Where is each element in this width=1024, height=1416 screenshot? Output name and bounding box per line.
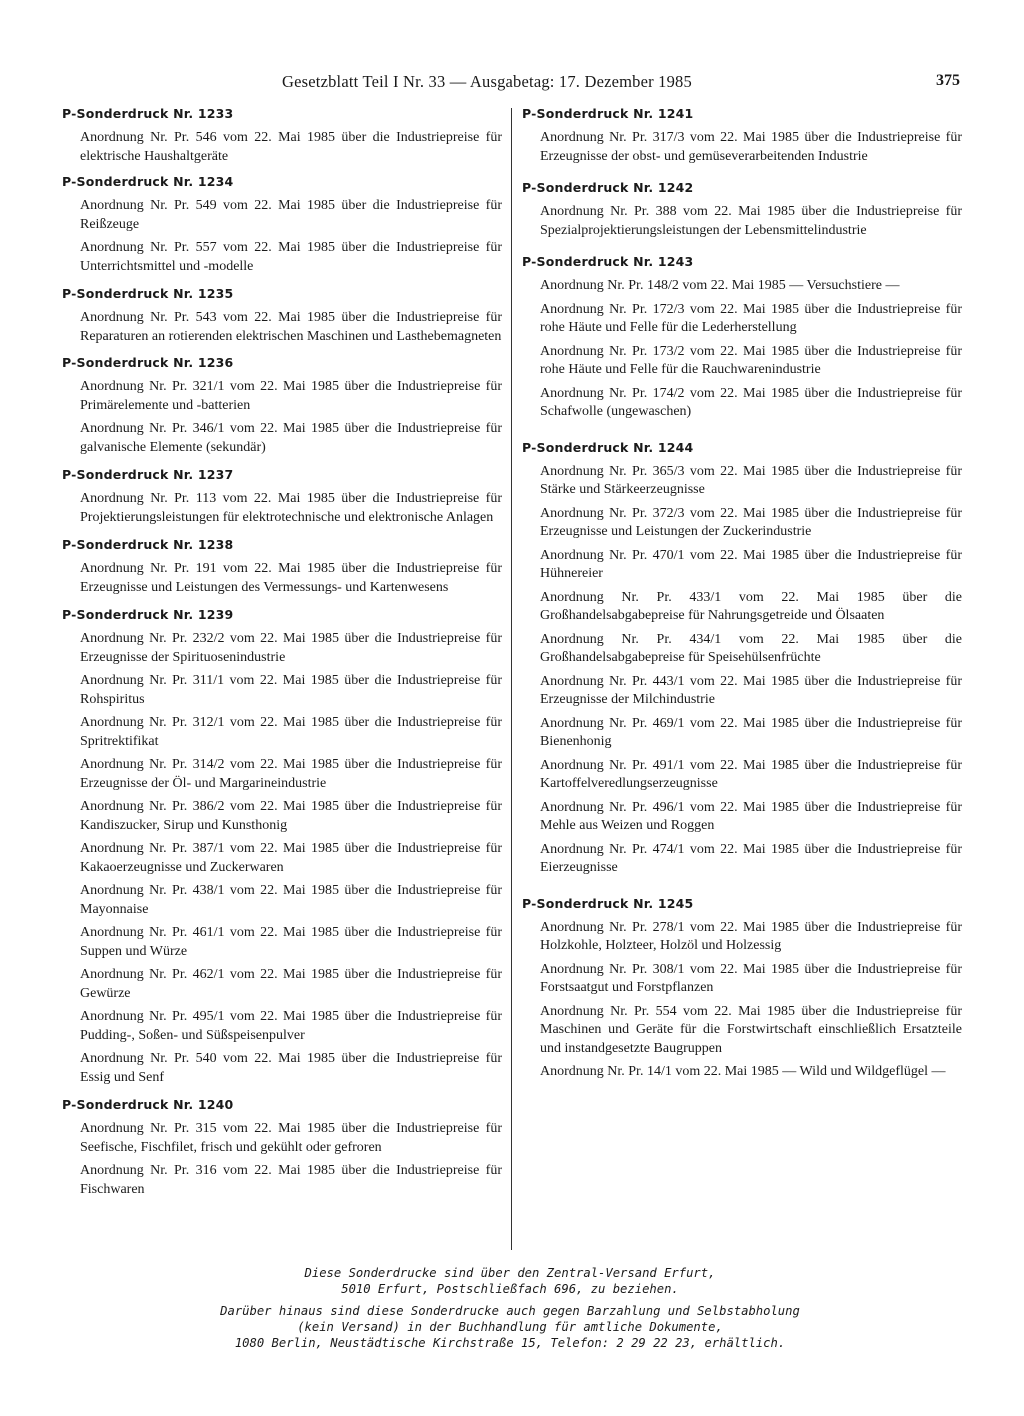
anordnung-entry: Anordnung Nr. Pr. 388 vom 22. Mai 1985 über die Industriepreise für Spezialprojektierungsleistungen der Lebensmittelindustrie [540,204,962,238]
anordnung-entry: Anordnung Nr. Pr. 315 vom 22. Mai 1985 über die Industriepreise für Seefische, Fischfilet, frisch und gekühlt oder gefroren [80,1121,502,1155]
sonderdruck-section [62,286,502,346]
anordnung-entry: Anordnung Nr. Pr. 113 vom 22. Mai 1985 über die Industriepreise für Projektierungsleistungen für elektrotechnische und elektronische Anlagen [80,491,502,525]
section-title: P-Sonderdruck Nr. 1243 [522,254,694,269]
section-title: P-Sonderdruck Nr. 1233 [62,106,234,121]
anordnung-entry: Anordnung Nr. Pr. 372/3 vom 22. Mai 1985 über die Industriepreise für Erzeugnisse und Leistungen der Zuckerindustrie [540,505,962,539]
section-title: P-Sonderdruck Nr. 1237 [62,467,234,482]
anordnung-entry: Anordnung Nr. Pr. 314/2 vom 22. Mai 1985 über die Industriepreise für Erzeugnisse der Öl- und Margarineindustrie [80,757,502,791]
anordnung-entry: Anordnung Nr. Pr. 469/1 vom 22. Mai 1985 über die Industriepreise für Bienenhonig [540,715,962,749]
sonderdruck-section [522,896,962,1082]
anordnung-entry: Anordnung Nr. Pr. 365/3 vom 22. Mai 1985 über die Industriepreise für Stärke und Stärkeerzeugnisse [540,463,962,497]
anordnung-entry: Anordnung Nr. Pr. 14/1 vom 22. Mai 1985 — Wild und Wildgeflügel — [540,1064,946,1079]
section-title: P-Sonderdruck Nr. 1241 [522,106,694,121]
anordnung-entry: Anordnung Nr. Pr. 434/1 vom 22. Mai 1985 über die Großhandelsabgabepreise für Speisehülsenfrüchte [540,631,962,665]
section-title: P-Sonderdruck Nr. 1240 [62,1097,234,1112]
anordnung-entry: Anordnung Nr. Pr. 173/2 vom 22. Mai 1985 über die Industriepreise für rohe Häute und Felle für die Rauchwarenindustrie [540,343,962,377]
anordnung-entry: Anordnung Nr. Pr. 549 vom 22. Mai 1985 über die Industriepreise für Reißzeuge [80,198,502,232]
anordnung-entry: Anordnung Nr. Pr. 174/2 vom 22. Mai 1985 über die Industriepreise für Schafwolle (ungewaschen) [540,385,962,419]
anordnung-entry: Anordnung Nr. Pr. 386/2 vom 22. Mai 1985 über die Industriepreise für Kandiszucker, Sirup und Kunsthonig [80,799,502,833]
anordnung-entry: Anordnung Nr. Pr. 346/1 vom 22. Mai 1985 über die Industriepreise für galvanische Elemente (sekundär) [80,421,502,455]
sonderdruck-section [62,355,502,457]
anordnung-entry: Anordnung Nr. Pr. 557 vom 22. Mai 1985 über die Industriepreise für Unterrichtsmittel und -modelle [80,240,502,274]
sonderdruck-section [522,180,962,240]
anordnung-entry: Anordnung Nr. Pr. 540 vom 22. Mai 1985 über die Industriepreise für Essig und Senf [80,1051,502,1085]
column-divider [511,108,512,1250]
section-title: P-Sonderdruck Nr. 1245 [522,895,694,911]
footer-line: (kein Versand) in der Buchhandlung für amtliche Dokumente, [297,1320,723,1334]
sonderdruck-section [62,174,502,276]
footer-line: Darüber hinaus sind diese Sonderdrucke auch gegen Barzahlung und Selbstabholung [220,1304,800,1318]
anordnung-entry: Anordnung Nr. Pr. 438/1 vom 22. Mai 1985 über die Industriepreise für Mayonnaise [80,883,502,917]
section-title: P-Sonderdruck Nr. 1236 [62,355,234,370]
footer-line: Diese Sonderdrucke sind über den Zentral-Versand Erfurt, [304,1266,716,1280]
sonderdruck-section [62,607,502,1087]
section-title: P-Sonderdruck Nr. 1239 [62,607,234,622]
anordnung-entry: Anordnung Nr. Pr. 191 vom 22. Mai 1985 über die Industriepreise für Erzeugnisse und Leistungen des Vermessungs- und Kartenwesens [80,561,502,595]
anordnung-entry: Anordnung Nr. Pr. 461/1 vom 22. Mai 1985 über die Industriepreise für Suppen und Würze [80,925,502,959]
anordnung-entry: Anordnung Nr. Pr. 321/1 vom 22. Mai 1985 über die Industriepreise für Primärelemente und -batterien [80,379,502,413]
header-title: Gesetzblatt Teil I Nr. 33 — Ausgabetag: 17. Dezember 1985 [282,72,692,91]
anordnung-entry: Anordnung Nr. Pr. 495/1 vom 22. Mai 1985 über die Industriepreise für Pudding-, Soßen- und Süßspeisenpulver [80,1009,502,1043]
anordnung-entry: Anordnung Nr. Pr. 311/1 vom 22. Mai 1985 über die Industriepreise für Rohspiritus [80,673,502,707]
left-column [62,106,502,1204]
anordnung-entry: Anordnung Nr. Pr. 496/1 vom 22. Mai 1985 über die Industriepreise für Mehle aus Weizen und Roggen [540,799,962,833]
anordnung-entry: Anordnung Nr. Pr. 312/1 vom 22. Mai 1985 über die Industriepreise für Spritrektifikat [80,715,502,749]
sonderdruck-section [522,254,962,422]
anordnung-entry: Anordnung Nr. Pr. 433/1 vom 22. Mai 1985 über die Großhandelsabgabepreise für Nahrungsgetreide und Ölsaaten [540,589,962,623]
sonderdruck-section [62,467,502,527]
anordnung-entry: Anordnung Nr. Pr. 308/1 vom 22. Mai 1985 über die Industriepreise für Forstsaatgut und Forstpflanzen [540,961,962,995]
section-title: P-Sonderdruck Nr. 1235 [62,286,234,301]
anordnung-entry: Anordnung Nr. Pr. 172/3 vom 22. Mai 1985 über die Industriepreise für rohe Häute und Felle für die Lederherstellung [540,301,962,335]
anordnung-entry: Anordnung Nr. Pr. 491/1 vom 22. Mai 1985 über die Industriepreise für Kartoffelveredlungserzeugnisse [540,757,962,791]
section-title: P-Sonderdruck Nr. 1234 [62,174,234,189]
right-column [522,106,962,1087]
sonderdruck-section [522,106,962,166]
anordnung-entry: Anordnung Nr. Pr. 316 vom 22. Mai 1985 über die Industriepreise für Fischwaren [80,1163,502,1197]
sonderdruck-section [522,440,962,878]
anordnung-entry: Anordnung Nr. Pr. 546 vom 22. Mai 1985 über die Industriepreise für elektrische Haushaltgeräte [80,130,502,164]
anordnung-entry: Anordnung Nr. Pr. 470/1 vom 22. Mai 1985 über die Industriepreise für Hühnereier [540,547,962,581]
footer-line: 5010 Erfurt, Postschließfach 696, zu beziehen. [341,1282,679,1296]
section-title: P-Sonderdruck Nr. 1244 [522,439,694,455]
anordnung-entry: Anordnung Nr. Pr. 474/1 vom 22. Mai 1985 über die Industriepreise für Eierzeugnisse [540,841,962,875]
page-number: 375 [936,72,960,89]
anordnung-entry: Anordnung Nr. Pr. 317/3 vom 22. Mai 1985 über die Industriepreise für Erzeugnisse der obst- und gemüseverarbeitenden Industrie [540,130,962,164]
sonderdruck-section [62,537,502,597]
section-title: P-Sonderdruck Nr. 1238 [62,537,234,552]
sonderdruck-section [62,106,502,166]
anordnung-entry: Anordnung Nr. Pr. 543 vom 22. Mai 1985 über die Industriepreise für Reparaturen an rotierenden elektrischen Maschinen und Lasthebemagneten [80,310,502,344]
anordnung-entry: Anordnung Nr. Pr. 387/1 vom 22. Mai 1985 über die Industriepreise für Kakaoerzeugnisse und Zuckerwaren [80,841,502,875]
anordnung-entry: Anordnung Nr. Pr. 462/1 vom 22. Mai 1985 über die Industriepreise für Gewürze [80,967,502,1001]
section-title: P-Sonderdruck Nr. 1242 [522,180,694,195]
footer-notice [150,1265,870,1351]
page-header [60,70,960,98]
anordnung-entry: Anordnung Nr. Pr. 278/1 vom 22. Mai 1985 über die Industriepreise für Holzkohle, Holzteer, Holzöl und Holzessig [540,919,962,953]
anordnung-entry: Anordnung Nr. Pr. 148/2 vom 22. Mai 1985 — Versuchstiere — [540,278,900,293]
sonderdruck-section [62,1097,502,1199]
anordnung-entry: Anordnung Nr. Pr. 554 vom 22. Mai 1985 über die Industriepreise für Maschinen und Geräte für die Forstwirtschaft einschließlich Ersatzteile und instandgesetzte Baugruppen [540,1003,962,1056]
anordnung-entry: Anordnung Nr. Pr. 443/1 vom 22. Mai 1985 über die Industriepreise für Erzeugnisse der Milchindustrie [540,673,962,707]
footer-line: 1080 Berlin, Neustädtische Kirchstraße 15, Telefon: 2 29 22 23, erhältlich. [234,1336,786,1350]
anordnung-entry: Anordnung Nr. Pr. 232/2 vom 22. Mai 1985 über die Industriepreise für Erzeugnisse der Spirituosenindustrie [80,631,502,665]
